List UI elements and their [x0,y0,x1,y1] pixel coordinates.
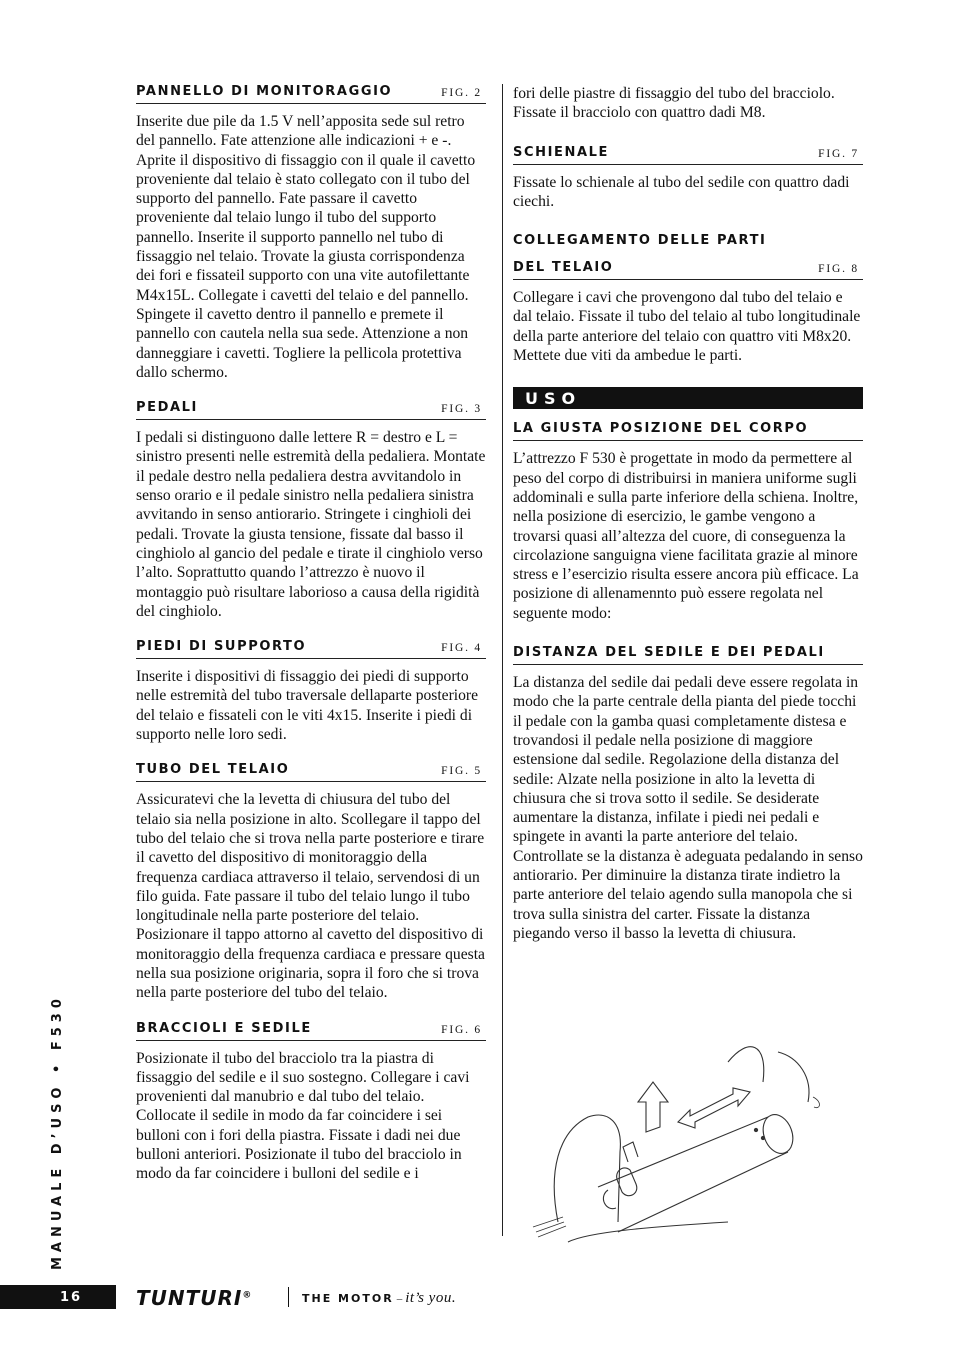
figure-ref: FIG. 3 [441,403,482,416]
brand-separator [288,1287,289,1307]
section-header [136,1021,486,1041]
section-collegamento [513,233,863,365]
section-header [513,421,863,441]
brand-name: TUNTURI [136,1286,243,1310]
figure-ref: FIG. 4 [441,642,482,655]
section-title: PANNELLO DI MONITORAGGIO [136,84,393,99]
continued-text: fori delle piastre di fissaggio del tubo del bracciolo. Fissate il bracciolo con quattro dadi M8. [513,85,835,122]
section-text: Posizionate il tubo del bracciolo tra la piastra di fissaggio del sedile e il suo sostegno. Collegare i cavi provenienti dal manubrio e dal tubo del telaio. Collocate il sedile in modo da far coincidere i sei bulloni con i fori della piastra. Fissate i dadi nei due bulloni anteriori. Posizionate il tubo del bracciolo in modo da far coincidere i bulloni del sedile e i [136,1049,470,1183]
figure-ref: FIG. 5 [441,765,482,778]
right-column [513,84,863,961]
section-text: L’attrezzo F 530 è progettate in modo da permettere al peso del corpo di distribuirsi in maniera uniforme sugli addominali e sulla parte inferiore della schiena. Inoltre, nella posizione di esercizio, le gambe vengono a trovarsi quasi all’altezza del cuore, di conseguenza la circolazione sanguigna viene facilitata grazie al minore stress e l’esercizio risulta essere ancora più efficace. La posizione di allenamennto può essere regolata nel seguente modo: [513,450,859,622]
section-piedi [136,639,486,744]
section-header [513,645,863,665]
section-distanza [513,645,863,943]
registered-mark: ® [242,1290,253,1301]
section-title: BRACCIOLI E SEDILE [136,1020,312,1036]
section-text: Inserite due pile da 1.5 V nell’apposita sede sul retro del pannello. Fate attenzione alle indicazioni + e -. Aprite il dispositivo di fissaggio con il quale il cavetto proveniente dal telaio è stato collegato con il tubo del supporto del pannello. Fate passare il cavetto proveniente dal telaio lungo il tubo del supporto pannello. Inserite il supporto pannello nel tubo di fissaggio nel telaio. Trovate la giusta corrispondenza dei fori e fissateil supporto con una vite autofilettante M4x15L. Collegate i cavetti del telaio e del pannello. Spingete il cavetto dentro il pannello e premete il pannello con cautela nella sua sede. Attenzione a non danneggiare i cavetti. Togliere la pellicola protettiva dallo schermo. [136,113,476,381]
section-title: TUBO DEL TELAIO [136,762,290,778]
section-title: PEDALI [136,400,198,416]
section-title: DISTANZA DEL SEDILE E DEI PEDALI [513,645,825,661]
section-text: Inserite i dispositivi di fissaggio dei piedi di supporto nelle estremità del tubo traversale dellaparte posteriore del telaio e fissateli con le viti 4x15. Inserite i piedi di supporto nelle loro sedi. [136,668,479,744]
tagline-dash: – [396,1293,403,1305]
section-title: PIEDI DI SUPPORTO [136,639,307,655]
section-text: Fissate lo schienale al tubo del sedile con quattro dadi ciechi. [513,173,850,210]
section-text: I pedali si distinguono dalle lettere R = destro e L = sinistro presenti nelle estremità della pedaliera. Montate il pedale destro nella pedaliera destra avvitandolo in senso orario e il pedale sinistro nella pedaliera sinistra avvitando in senso antiorario. Stringete i cinghioli dei pedali. Trovate la giusta tensione, fissate dal basso il cinghiolo al gancio del pedale e tirate il cinghiolo verso l’alto. Soprattutto quando l’attrezzo è nuovo il montaggio può risultare laborioso a causa della rigidità del cinghiolo. [136,429,486,620]
section-title-line1: COLLEGAMENTO DELLE PARTI [513,233,767,249]
brand-logo [136,1286,252,1310]
column-divider [502,84,503,1236]
seat-adjustment-illustration [528,1022,838,1250]
left-column [136,84,486,1202]
section-text: La distanza del sedile dai pedali deve essere regolata in modo che la parte centrale della pianta del piede tocchi il pedale con la gamba quasi completamente distesa e trovandosi il pedale nella posizione di maggiore estensione dal sedile. Regolazione della distanza del sedile: Alzate nella posizione in alto la levetta di chiusura che si trova sotto il sedile. Se desiderate aumentare la distanza, infilate i piedi nei pedali e spingete in avanti la parte anteriore del telaio. Controllate se la distanza è adeguata pedalando in senso antiorario. Per diminuire la distanza tirate indietro la parte anteriore del telaio agendo sulla manopola che si trova sulla sinistra del carter. Fissate la distanza piegando verso il basso la levetta di chiusura. [513,674,863,942]
section-header [513,145,863,165]
section-header [136,84,486,104]
section-title: SCHIENALE [513,144,610,160]
section-header [513,260,863,280]
section-header [136,400,486,420]
section-pannello [136,84,486,382]
section-header [136,762,486,782]
section-braccioli [136,1021,486,1184]
tagline-slogan: it’s you. [405,1290,457,1306]
section-title: LA GIUSTA POSIZIONE DEL CORPO [513,421,809,437]
figure-ref: FIG. 8 [818,263,859,276]
tagline-text: THE MOTOR [302,1292,394,1305]
section-schienale [513,145,863,212]
manual-spine-label: MANUALE D’USO • F530 [50,994,65,1270]
section-text: Assicuratevi che la levetta di chiusura del tubo del telaio sia nella posizione in alto. Scollegare il tappo del tubo del telaio che si trova nella parte posteriore e tirare il cavetto del dispositivo di monitoraggio della frequenza cardiaca attraverso il telaio, servendosi di un filo guida. Fate passare il tubo del telaio lungo il tubo longitudinale nella parte posteriore del telaio. Posizionare il tappo attorno al cavetto del dispositivo di monitoraggio della frequenza cardiaca e pressare questa nella sua posizione originaria, sopra il foro che si trova nella parte posteriore del tubo del telaio. [136,791,485,1002]
section-text: Collegare i cavi che provengono dal tubo del telaio e dal telaio. Fissate il tubo del telaio al tubo longitudinale della parte anteriore del telaio con quattro viti M8x20. Mettete due viti da ambedue le parti. [513,289,861,365]
page-number: 16 [0,1285,116,1309]
uso-heading: USO [513,387,863,409]
section-title-line2: DEL TELAIO [513,260,614,276]
figure-ref: FIG. 2 [441,87,482,99]
section-header [136,639,486,659]
brand-tagline [302,1290,456,1307]
section-tubo [136,762,486,1002]
section-pedali [136,400,486,621]
section-posizione [513,421,863,623]
figure-ref: FIG. 6 [441,1023,482,1036]
figure-ref: FIG. 7 [818,147,859,160]
